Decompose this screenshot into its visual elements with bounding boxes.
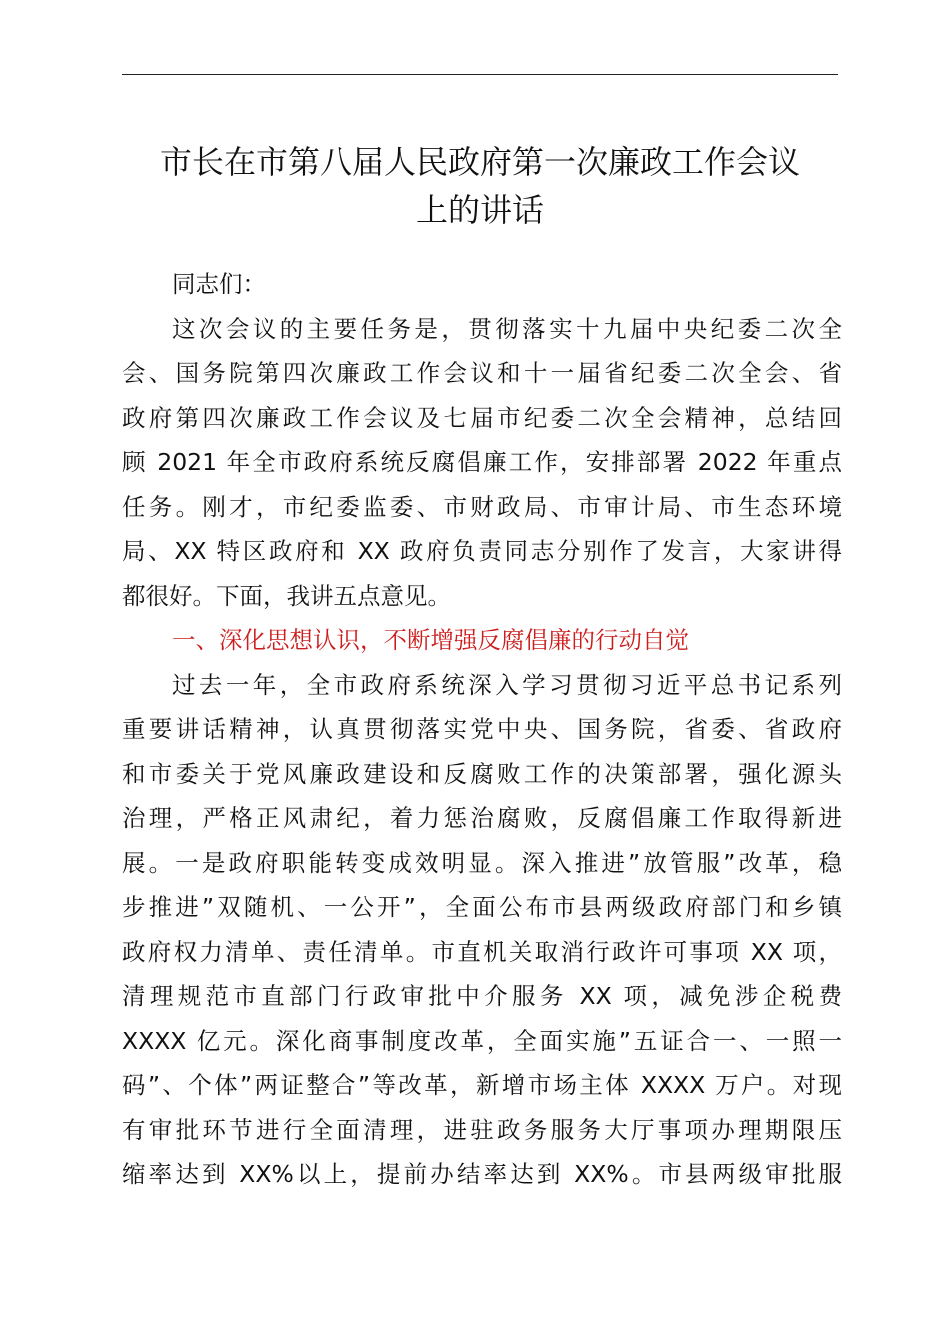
- paragraph-line: 过去一年，全市政府系统深入学习贯彻习近平总书记系列: [172, 670, 842, 699]
- paragraph-line: 任务。刚才，市纪委监委、市财政局、市审计局、市生态环境: [122, 492, 842, 521]
- section-heading: 一、深化思想认识，不断增强反腐倡廉的行动自觉: [172, 626, 689, 654]
- paragraph-line: 展。一是政府职能转变成效明显。深入推进”放管服”改革，稳: [122, 848, 842, 877]
- paragraph-line: 码”、个体”两证整合”等改革，新增市场主体 XXXX 万户。对现: [122, 1071, 842, 1099]
- paragraph-line: 会、国务院第四次廉政工作会议和十一届省纪委二次全会、省: [122, 359, 842, 387]
- paragraph-line: 这次会议的主要任务是，贯彻落实十九届中央纪委二次全: [172, 314, 842, 343]
- paragraph-line: 顾 2021 年全市政府系统反腐倡廉工作，安排部署 2022 年重点: [122, 448, 842, 476]
- header-rule: [122, 74, 838, 75]
- paragraph-line: 治理，严格正风肃纪，着力惩治腐败，反腐倡廉工作取得新进: [122, 804, 842, 832]
- paragraph-line: 清理规范市直部门行政审批中介服务 XX 项，减免涉企税费: [122, 982, 842, 1010]
- paragraph-line: 都很好。下面，我讲五点意见。: [122, 581, 451, 610]
- salutation: 同志们：: [172, 270, 266, 298]
- paragraph-line: 步推进”双随机、一公开”，全面公布市县两级政府部门和乡镇: [122, 893, 842, 921]
- document-title: [100, 138, 860, 234]
- title-line: 上的讲话: [415, 191, 544, 229]
- paragraph-line: 重要讲话精神，认真贯彻落实党中央、国务院，省委、省政府: [122, 715, 842, 743]
- paragraph-line: 政府权力清单、责任清单。市直机关取消行政许可事项 XX 项，: [122, 937, 842, 966]
- paragraph-line: XXXX 亿元。深化商事制度改革，全面实施”五证合一、一照一: [122, 1026, 842, 1055]
- document-body: [122, 262, 842, 1197]
- paragraph-line: 缩率达到 XX%以上，提前办结率达到 XX%。市县两级审批服: [122, 1160, 842, 1188]
- paragraph-line: 和市委关于党风廉政建设和反腐败工作的决策部署，强化源头: [122, 759, 842, 788]
- paragraph-line: 政府第四次廉政工作会议及七届市纪委二次全会精神，总结回: [122, 403, 842, 432]
- title-line: 市长在市第八届人民政府第一次廉政工作会议: [159, 143, 800, 181]
- paragraph-line: 局、XX 特区政府和 XX 政府负责同志分别作了发言，大家讲得: [122, 537, 842, 565]
- paragraph-line: 有审批环节进行全面清理，进驻政务服务大厅事项办理期限压: [122, 1115, 842, 1144]
